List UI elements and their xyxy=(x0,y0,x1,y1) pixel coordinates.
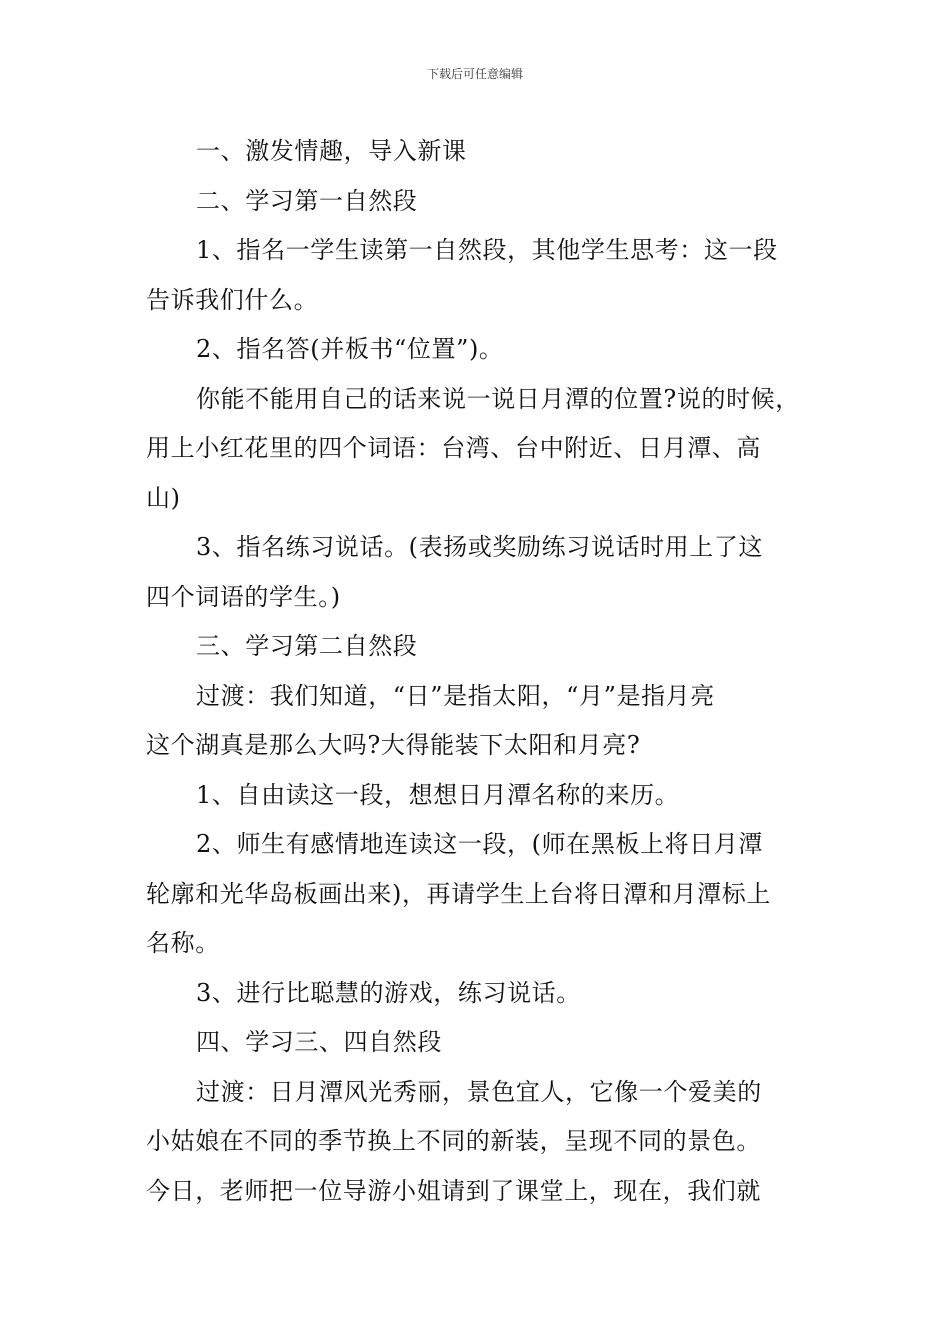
text-line: 今日，老师把一位导游小姐请到了课堂上，现在，我们就 xyxy=(146,1176,761,1205)
heading-section-4: 四、学习三、四自然段 xyxy=(196,1028,442,1056)
text-line: 过渡：我们知道，“日”是指太阳，“月”是指月亮 xyxy=(196,681,715,710)
text-line: 山) xyxy=(146,483,181,512)
heading-section-2: 二、学习第一自然段 xyxy=(196,186,418,215)
heading-section-3: 三、学习第二自然段 xyxy=(196,632,418,660)
text-line: 告诉我们什么。 xyxy=(146,285,319,314)
heading-section-1: 一、激发情趣，导入新课 xyxy=(196,137,467,165)
text-line: 2、师生有感情地连读这一段，(师在黑板上将日月潭 xyxy=(196,830,764,858)
text-line: 用上小红花里的四个词语：台湾、台中附近、日月潭、高 xyxy=(146,434,761,462)
text-line: 这个湖真是那么大吗?大得能装下太阳和月亮? xyxy=(146,731,641,759)
text-line: 四个词语的学生。) xyxy=(146,582,341,611)
text-line: 小姑娘在不同的季节换上不同的新装，呈现不同的景色。 xyxy=(146,1127,761,1155)
text-line: 3、指名练习说话。(表扬或奖励练习说话时用上了这 xyxy=(196,533,764,561)
text-line: 轮廓和光华岛板画出来)，再请学生上台将日潭和月潭标上 xyxy=(146,879,771,908)
document-body xyxy=(146,127,816,1216)
text-line: 1、自由读这一段，想想日月潭名称的来历。 xyxy=(196,780,680,809)
text-line: 名称。 xyxy=(146,929,220,957)
page-header: 下载后可任意编辑 xyxy=(426,67,523,81)
text-line: 1、指名一学生读第一自然段，其他学生思考：这一段 xyxy=(196,236,778,264)
text-line: 过渡：日月潭风光秀丽，景色宜人，它像一个爱美的 xyxy=(196,1077,762,1106)
text-line: 3、进行比聪慧的游戏，练习说话。 xyxy=(196,978,581,1007)
text-line: 你能不能用自己的话来说一说日月潭的位置?说的时候， xyxy=(196,384,800,413)
text-line: 2、指名答(并板书“位置”)。 xyxy=(196,335,504,363)
